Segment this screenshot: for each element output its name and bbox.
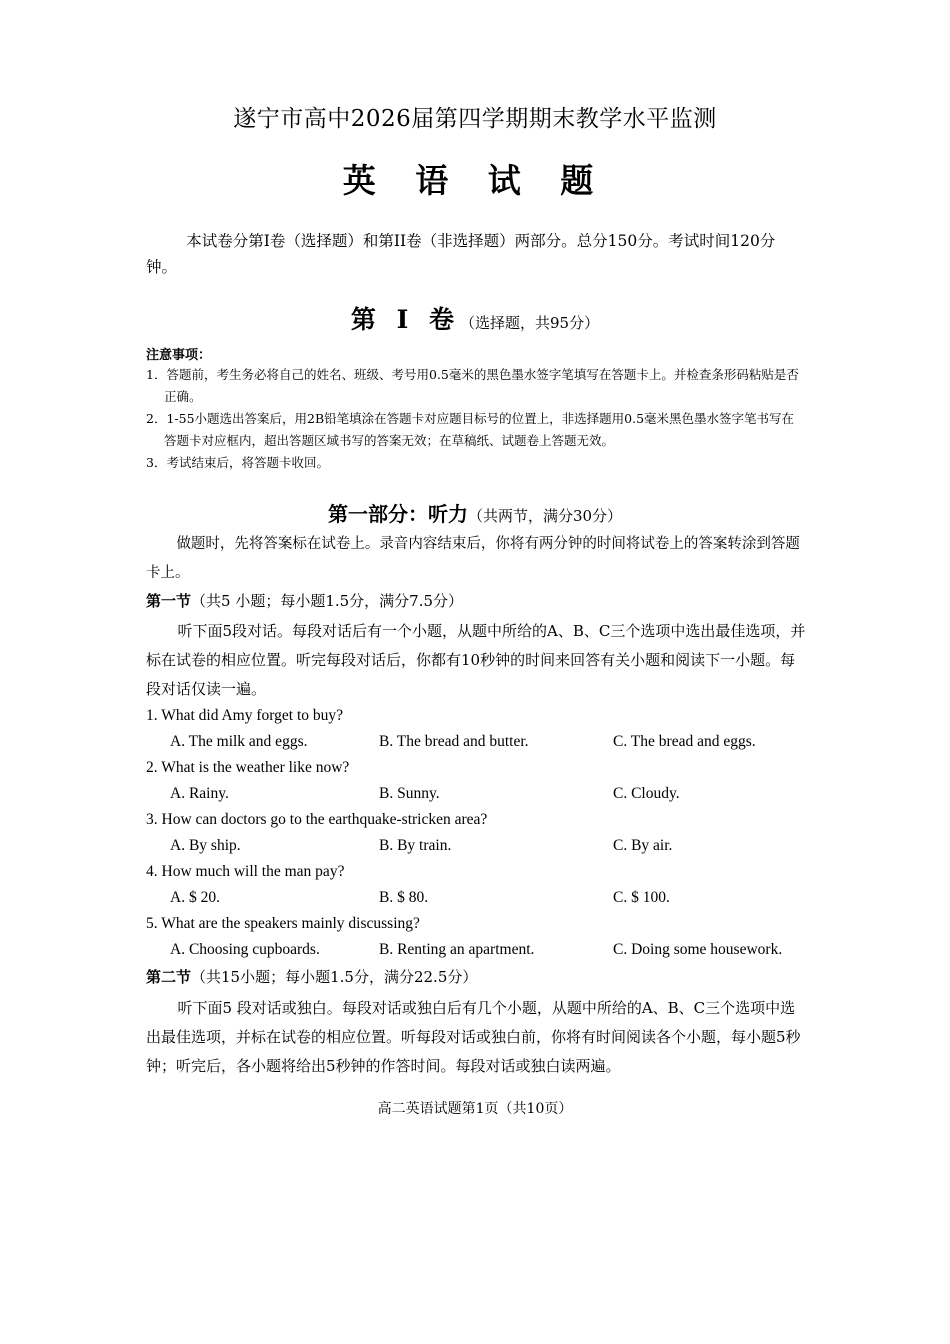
option-a: A. The milk and eggs.: [170, 733, 308, 750]
part1-heading: [0, 498, 950, 527]
option-b: B. $ 80.: [379, 889, 429, 906]
note-item: 1．答题前，考生务必将自己的姓名、班级、考号用0.5毫米的黑色墨水签字笔填写在答题卡上。并检查条形码粘贴是否正确。: [146, 367, 799, 404]
section1-info: （共5 小题；每小题1.5分，满分7.5分）: [191, 592, 464, 610]
option-b: B. The bread and butter.: [379, 733, 529, 750]
option-c: C. The bread and eggs.: [613, 733, 756, 750]
exam-title: 遂宁市高中2026届第四学期期末教学水平监测: [233, 106, 717, 132]
section2-title: 第二节: [146, 968, 192, 986]
part1-title: 第一部分：听力: [327, 502, 468, 526]
question-list: [146, 703, 826, 963]
section1-instructions: 听下面5段对话。每段对话后有一个小题，从题中所给的A、B、C三个选项中选出最佳选项，并标在试卷的相应位置。听完每段对话后，你都有10秒钟的时间来回答有关小题和阅读下一小题。每段对话仅读一遍。: [146, 622, 806, 698]
question-item: [146, 807, 826, 859]
part1-directions: 做题时，先将答案标在试卷上。录音内容结束后，你将有两分钟的时间将试卷上的答案转涂到答题卡上。: [146, 536, 800, 581]
option-c: C. Cloudy.: [613, 785, 680, 802]
option-a: A. $ 20.: [170, 889, 220, 906]
option-c: C. By air.: [613, 837, 673, 854]
question-text: 3. How can doctors go to the earthquake-stricken area?: [146, 811, 488, 828]
question-item: [146, 859, 826, 911]
question-options: [146, 937, 826, 963]
volume-subtitle: （选择题，共95分）: [460, 314, 600, 332]
option-a: A. By ship.: [170, 837, 241, 854]
note-item: 2．1-55小题选出答案后，用2B铅笔填涂在答题卡对应题目标号的位置上，非选择题用0.5毫米黑色墨水签字笔书写在答题卡对应框内，超出答题区域书写的答案无效；在草稿纸、试题卷上答题无效。: [146, 411, 795, 448]
option-b: B. Sunny.: [379, 785, 440, 802]
question-item: [146, 755, 826, 807]
section1-title: 第一节: [146, 592, 192, 610]
section2-instructions: 听下面5 段对话或独白。每段对话或独白后有几个小题，从题中所给的A、B、C三个选项中选出最佳选项，并标在试卷的相应位置。听每段对话或独白前，你将有时间阅读各个小题，每小题5秒钟；听完后，各小题将给出5秒钟的作答时间。每段对话或独白读两遍。: [146, 999, 801, 1075]
option-c: C. Doing some housework.: [613, 941, 783, 958]
option-b: B. Renting an apartment.: [379, 941, 535, 958]
question-item: [146, 911, 826, 963]
question-options: [146, 885, 826, 911]
section2-heading: [146, 966, 477, 987]
question-options: [146, 781, 826, 807]
volume-title: 第 Ⅰ 卷: [350, 305, 460, 334]
volume-heading: [0, 300, 950, 336]
note-item: 3．考试结束后，将答题卡收回。: [146, 455, 329, 470]
question-text: 5. What are the speakers mainly discussing?: [146, 915, 420, 932]
question-options: [146, 729, 826, 755]
notes-list: [146, 364, 806, 474]
option-c: C. $ 100.: [613, 889, 670, 906]
exam-subject-title: 英 语 试 题: [342, 161, 608, 200]
part1-subtitle: （共两节，满分30分）: [467, 507, 623, 525]
question-text: 1. What did Amy forget to buy?: [146, 707, 344, 724]
option-b: B. By train.: [379, 837, 452, 854]
section2-info: （共15小题；每小题1.5分，满分22.5分）: [191, 968, 478, 986]
question-text: 4. How much will the man pay?: [146, 863, 345, 880]
question-options: [146, 833, 826, 859]
option-a: A. Choosing cupboards.: [170, 941, 320, 958]
question-text: 2. What is the weather like now?: [146, 759, 350, 776]
page-footer: 高二英语试题第1页（共10页）: [377, 1101, 573, 1117]
section1-heading: [146, 590, 463, 611]
question-item: [146, 703, 826, 755]
option-a: A. Rainy.: [170, 785, 229, 802]
exam-intro: 本试卷分第Ⅰ卷（选择题）和第II卷（非选择题）两部分。总分150分。考试时间120分钟。: [146, 232, 776, 276]
notes-title: 注意事项：: [146, 348, 212, 363]
